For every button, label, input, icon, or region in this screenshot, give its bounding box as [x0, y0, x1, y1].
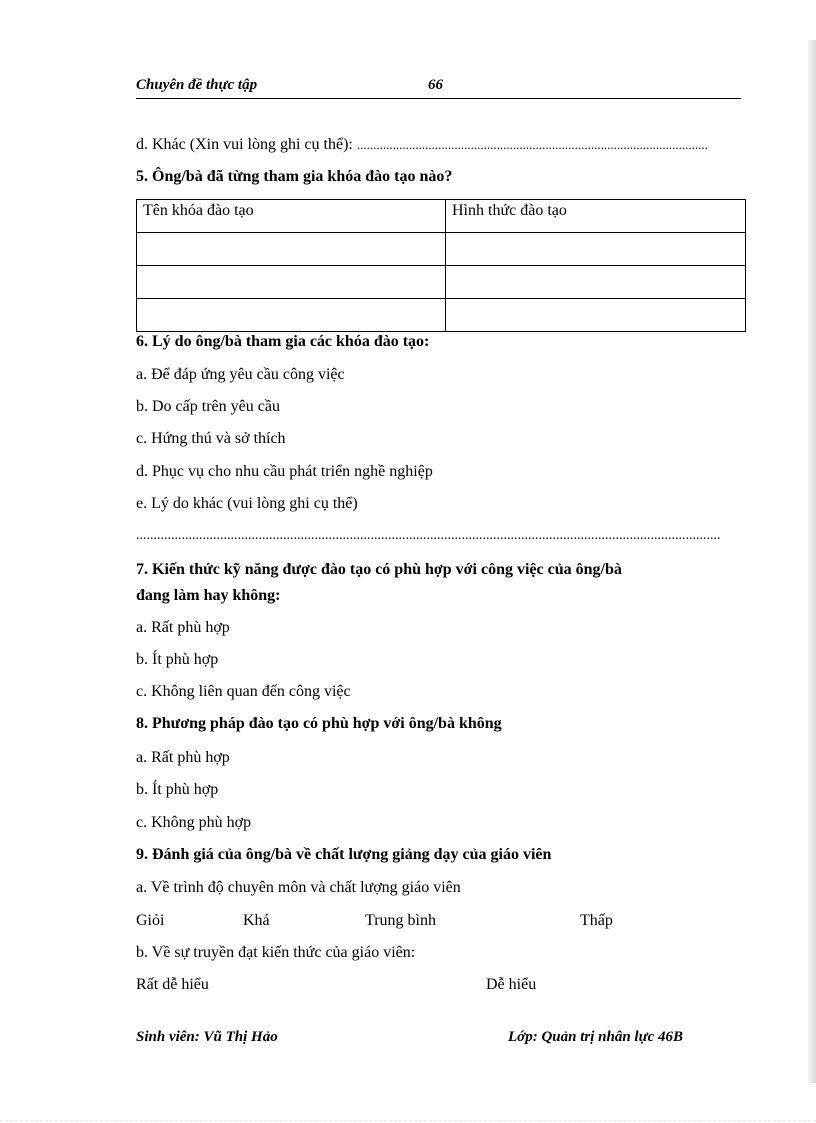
table-header-course: Tên khóa đào tạo: [137, 200, 446, 233]
footer-student: Sinh viên: Vũ Thị Hảo: [136, 1029, 278, 1045]
q9-rating-de-hieu: Dễ hiểu: [486, 976, 537, 993]
q7-option-c: c. Không liên quan đến công việc: [136, 683, 351, 700]
q6-question: 6. Lý do ông/bà tham gia các khóa đào tạo:: [136, 333, 430, 350]
q9-question: 9. Đánh giá của ông/bà về chất lượng giảng dạy của giáo viên: [136, 846, 552, 863]
q8-option-b: b. Ít phù hợp: [136, 781, 219, 798]
q6-dots-line: .......................................................................................................................................................................: [136, 528, 721, 543]
table-header-format: Hình thức đào tạo: [446, 200, 746, 233]
training-table: [136, 199, 746, 332]
q7-question-line1: 7. Kiến thức kỹ năng được đào tạo có phù hợp với công việc của ông/bà: [136, 561, 622, 578]
q9-rating-rat-de-hieu: Rất dễ hiểu: [136, 976, 209, 993]
page-header: [136, 76, 741, 99]
footer-class: Lớp: Quản trị nhân lực 46B: [508, 1029, 683, 1045]
table-header-row: [137, 200, 746, 233]
q9-rating-gioi: Giỏi: [136, 912, 165, 929]
q8-question: 8. Phương pháp đào tạo có phù hợp với ông/bà không: [136, 715, 502, 732]
table-cell[interactable]: [446, 266, 746, 299]
q5-question: 5. Ông/bà đã từng tham gia khóa đào tạo nào?: [136, 168, 453, 185]
q9-rating-thap: Thấp: [580, 912, 613, 929]
q6-option-a: a. Để đáp ứng yêu cầu công việc: [136, 366, 345, 383]
q6-option-d: d. Phục vụ cho nhu cầu phát triển nghề nghiệp: [136, 463, 433, 480]
q8-option-a: a. Rất phù hợp: [136, 749, 230, 766]
q6-option-c: c. Hứng thú và sở thích: [136, 430, 286, 447]
page-number: 66: [428, 77, 443, 93]
table-cell[interactable]: [446, 233, 746, 266]
q4-other-line: [136, 136, 708, 154]
table-cell[interactable]: [137, 266, 446, 299]
table-row: [137, 266, 746, 299]
table-cell[interactable]: [446, 299, 746, 332]
q9-rating-trung-binh: Trung bình: [365, 912, 436, 929]
table-row: [137, 299, 746, 332]
table-row: [137, 233, 746, 266]
q7-option-a: a. Rất phù hợp: [136, 619, 230, 636]
q9-option-b: b. Về sự truyền đạt kiến thức của giáo viên:: [136, 944, 416, 961]
header-title: Chuyên đề thực tập: [136, 77, 258, 93]
q7-option-b: b. Ít phù hợp: [136, 651, 219, 668]
q7-question-line2: đang làm hay không:: [136, 587, 281, 604]
page-bottom-divider: [0, 1120, 816, 1121]
q9-option-a: a. Về trình độ chuyên môn và chất lượng giáo viên: [136, 879, 461, 896]
table-cell[interactable]: [137, 233, 446, 266]
table-cell[interactable]: [137, 299, 446, 332]
q6-option-b: b. Do cấp trên yêu cầu: [136, 398, 280, 415]
q6-option-e: e. Lý do khác (vui lòng ghi cụ thể): [136, 495, 358, 512]
q8-option-c: c. Không phù hợp: [136, 814, 252, 831]
q4-other-dots: ............................................................................................................: [356, 137, 708, 152]
q4-other-text: d. Khác (Xin vui lòng ghi cụ thể):: [136, 136, 357, 153]
q9-rating-kha: Khá: [243, 912, 270, 929]
